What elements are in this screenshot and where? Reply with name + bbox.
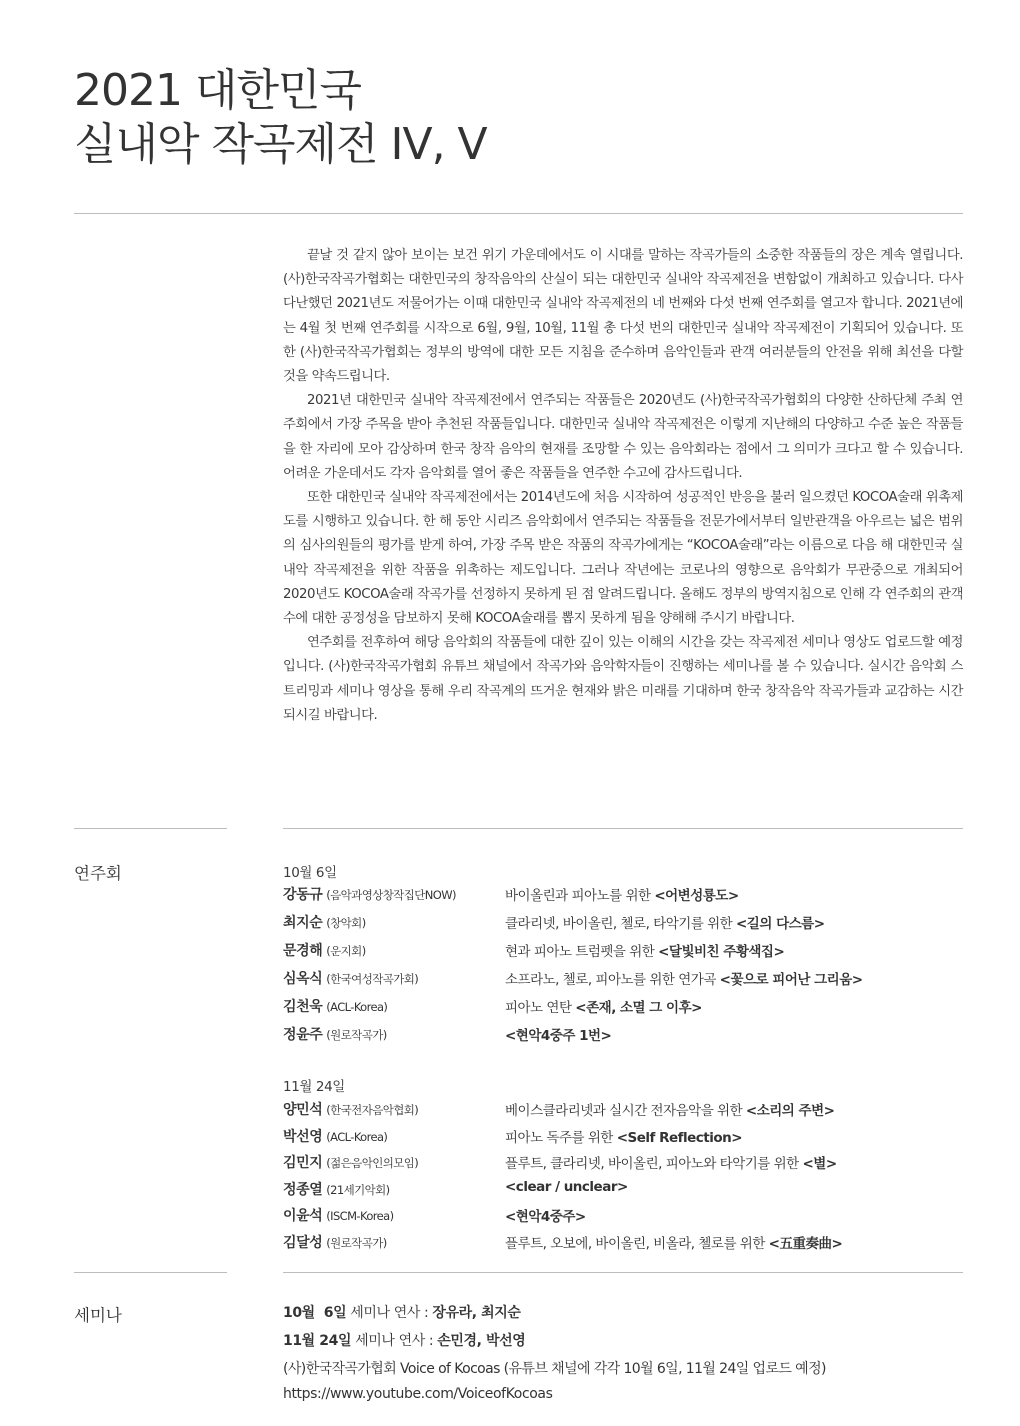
title-line-1: 2021 대한민국 — [74, 65, 361, 116]
program-row — [283, 884, 973, 908]
work-instrumentation: 클라리넷, 바이올린, 첼로, 타악기를 위한 — [505, 916, 736, 932]
work — [505, 1205, 586, 1225]
composer-name: 정종열 — [283, 1181, 323, 1198]
composer-group: (21세기악회) — [326, 1182, 390, 1197]
work-instrumentation: 현과 피아노 트럼펫을 위한 — [505, 944, 659, 960]
composer — [283, 1232, 387, 1252]
title-divider — [74, 213, 963, 214]
work — [505, 940, 784, 960]
composer — [283, 884, 456, 904]
intro-paragraph: 2021년 대한민국 실내악 작곡제전에서 연주되는 작품들은 2020년도 (사)한국작곡가협회의 다양한 산하단체 주최 연주회에서 가장 주목을 받아 추천된 작품들입니다. 대한민국 실내악 작곡제전은 이렇게 지난해의 다양하고 수준 높은 작품들을 한 자리에 모아 감상하며 한국 창작 음악의 현재를 조망할 수 있는 음악회라는 점에서 그 의미가 크다고 할 수 있습니다. 어려운 가운데서도 각자 음악회를 열어 좋은 작품들을 연주한 수고에 감사드립니다. — [283, 393, 963, 481]
section-divider-right — [283, 828, 963, 829]
composer-name: 김달성 — [283, 1234, 323, 1251]
program-row — [283, 1179, 973, 1203]
work-instrumentation: 베이스클라리넷과 실시간 전자음악을 위한 — [505, 1103, 746, 1119]
program-row — [283, 940, 973, 964]
program-row — [283, 1126, 973, 1150]
section-divider-left — [74, 828, 227, 829]
work-title: <소리의 주변> — [745, 1103, 835, 1119]
work-title: <Self Reflection> — [616, 1129, 743, 1146]
program-row — [283, 1099, 973, 1123]
composer-name: 김민지 — [283, 1155, 323, 1171]
composer-name: 박선영 — [283, 1128, 323, 1145]
composer-name: 정윤주 — [283, 1027, 323, 1043]
composer — [283, 912, 366, 932]
composer-group: (운지회) — [326, 944, 366, 958]
work-instrumentation: 플루트, 클라리넷, 바이올린, 피아노와 타악기를 위한 — [505, 1156, 803, 1172]
seminar-heading: 세미나 — [74, 1306, 122, 1325]
composer-group: (한국여성작곡가회) — [326, 972, 419, 986]
work-title: <현악4중주> — [505, 1209, 586, 1225]
composer-name: 양민석 — [283, 1102, 323, 1118]
seminar-date: 10월 6일 — [283, 1305, 347, 1321]
work-title: <꽃으로 피어난 그리움> — [719, 972, 863, 988]
work-instrumentation: 바이올린과 피아노를 위한 — [505, 888, 655, 904]
work — [505, 996, 702, 1016]
seminar-speakers: 손민경, 박선영 — [437, 1333, 526, 1349]
composer — [283, 1024, 387, 1044]
composer — [283, 1205, 393, 1225]
program-row — [283, 1024, 973, 1048]
work — [505, 1179, 628, 1195]
program-row — [283, 912, 973, 936]
composer-group: (원로작곡가) — [326, 1028, 387, 1042]
intro-paragraph: 끝날 것 같지 않아 보이는 보건 위기 가운데에서도 이 시대를 말하는 작곡가들의 소중한 작품들의 장은 계속 열립니다. (사)한국작곡가협회는 대한민국의 창작음악의 산실이 되는 대한민국 실내악 작곡제전을 변함없이 개최하고 있습니다. 다사다난했던 2021년도 저물어가는 이때 대한민국 실내악 작곡제전의 네 번째와 다섯 번째 연주회를 열고자 합니다. 2021년에는 4월 첫 번째 연주회를 시작으로 6월, 9월, 10월, 11월 총 다섯 번의 대한민국 실내악 작곡제전이 기획되어 있습니다. 또한 (사)한국작곡가협회는 정부의 방역에 대한 모든 지침을 준수하며 음악인들과 관객 여러분들의 안전을 위해 최선을 다할 것을 약속드립니다. — [283, 248, 963, 385]
composer-name: 문경해 — [283, 943, 323, 959]
composer — [283, 1099, 418, 1119]
composer-group: (원로작곡가) — [326, 1235, 387, 1250]
work — [505, 912, 825, 932]
work-title: <달빛비친 주황색집> — [658, 944, 785, 960]
work-title: <현악4중주 1번> — [505, 1028, 612, 1044]
seminar-line-2 — [283, 1330, 525, 1350]
program-row — [283, 968, 973, 992]
page-title — [74, 64, 487, 172]
work — [505, 1099, 834, 1119]
work-instrumentation: 피아노 독주를 위한 — [505, 1129, 617, 1146]
title-line-2: 실내악 작곡제전 IV, V — [74, 119, 487, 170]
composer-group: (창악회) — [326, 916, 366, 930]
concerts-heading: 연주회 — [74, 864, 122, 883]
work-title: <五重奏曲> — [768, 1235, 843, 1252]
composer-name: 강동규 — [283, 887, 323, 903]
intro-text — [283, 244, 963, 728]
work-title: <어변성룡도> — [654, 888, 739, 904]
composer — [283, 996, 387, 1016]
work — [505, 884, 739, 904]
program-row — [283, 1205, 973, 1229]
seminar-text: 세미나 연사 : — [346, 1305, 433, 1321]
program-row — [283, 1152, 973, 1176]
composer-name: 김천욱 — [283, 999, 323, 1015]
work — [505, 1152, 837, 1172]
seminar-channel-info: (사)한국작곡가협회 Voice of Kocoas (유튜브 채널에 각각 10월 6일, 11월 24일 업로드 예정) — [283, 1361, 826, 1377]
seminar-text: 세미나 연사 : — [351, 1333, 438, 1349]
seminar-speakers: 장유라, 최지순 — [432, 1305, 521, 1321]
work-instrumentation: 피아노 연탄 — [505, 1000, 576, 1016]
composer-name: 최지순 — [283, 915, 323, 931]
intro-paragraph: 또한 대한민국 실내악 작곡제전에서는 2014년도에 처음 시작하여 성공적인 반응을 불러 일으켰던 KOCOA술래 위촉제도를 시행하고 있습니다. 한 해 동안 시리즈 음악회에서 연주되는 작품들을 전문가에서부터 일반관객을 아우르는 넓은 범위의 심사의원들의 평가를 받게 하여, 가장 주목 받은 작품의 작곡가에게는 “KOCOA술래”라는 이름으로 다음 해 대한민국 실내악 작곡제전을 위한 작품을 위촉하는 제도입니다. 그러나 작년에는 코로나의 영향으로 음악회가 무관중으로 개최되어 2020년도 KOCOA술래 작곡가를 선정하지 못하게 된 점 알려드립니다. 올해도 정부의 방역지침으로 인해 각 연주회의 관객 수에 대한 공정성을 담보하지 못해 KOCOA술래를 뽑지 못하게 됨을 양해해 주시기 바랍니다. — [283, 490, 963, 627]
concert-date-2: 11월 24일 — [283, 1079, 345, 1095]
composer-group: (ISCM-Korea) — [326, 1209, 394, 1223]
work-title: <별> — [802, 1156, 837, 1172]
section-divider-left — [74, 1272, 227, 1273]
work-instrumentation: 소프라노, 첼로, 피아노를 위한 연가곡 — [505, 972, 720, 988]
composer-group: (젊은음악인의모임) — [326, 1156, 419, 1170]
work-title: <clear / unclear> — [505, 1178, 628, 1195]
concert-date-1: 10월 6일 — [283, 865, 337, 881]
composer-group: (한국전자음악협회) — [326, 1103, 419, 1117]
composer-group: (음악과영상창작집단NOW) — [326, 888, 456, 902]
composer-group: (ACL-Korea) — [326, 1129, 388, 1144]
seminar-date: 11월 24일 — [283, 1333, 352, 1349]
work — [505, 1232, 842, 1252]
seminar-line-1 — [283, 1302, 521, 1322]
intro-paragraph: 연주회를 전후하여 해당 음악회의 작품들에 대한 깊이 있는 이해의 시간을 갖는 작곡제전 세미나 영상도 업로드할 예정입니다. (사)한국작곡가협회 유튜브 채널에서 작곡가와 음악학자들이 진행하는 세미나를 볼 수 있습니다. 실시간 음악회 스트리밍과 세미나 영상을 통해 우리 작곡계의 뜨거운 현재와 밝은 미래를 기대하며 한국 창작음악 작곡가들과 교감하는 시간되시길 바랍니다. — [283, 635, 963, 723]
work — [505, 1024, 611, 1044]
composer-name: 이윤석 — [283, 1208, 323, 1224]
work-title: <길의 다스름> — [736, 916, 825, 932]
composer — [283, 1126, 387, 1146]
composer — [283, 968, 418, 988]
work-title: <존재, 소멸 그 이후> — [575, 1000, 702, 1016]
composer-name: 심옥식 — [283, 971, 323, 987]
work-instrumentation: 플루트, 오보에, 바이올린, 비올라, 첼로를 위한 — [505, 1235, 769, 1252]
work — [505, 1126, 742, 1146]
composer — [283, 1179, 390, 1199]
section-divider-right — [283, 1272, 963, 1273]
program-row — [283, 1232, 973, 1256]
seminar-url-link[interactable]: https://www.youtube.com/VoiceofKocoas — [283, 1386, 553, 1402]
composer — [283, 940, 366, 960]
composer-group: (ACL-Korea) — [326, 1000, 388, 1014]
program-row — [283, 996, 973, 1020]
work — [505, 968, 863, 988]
composer — [283, 1152, 418, 1172]
